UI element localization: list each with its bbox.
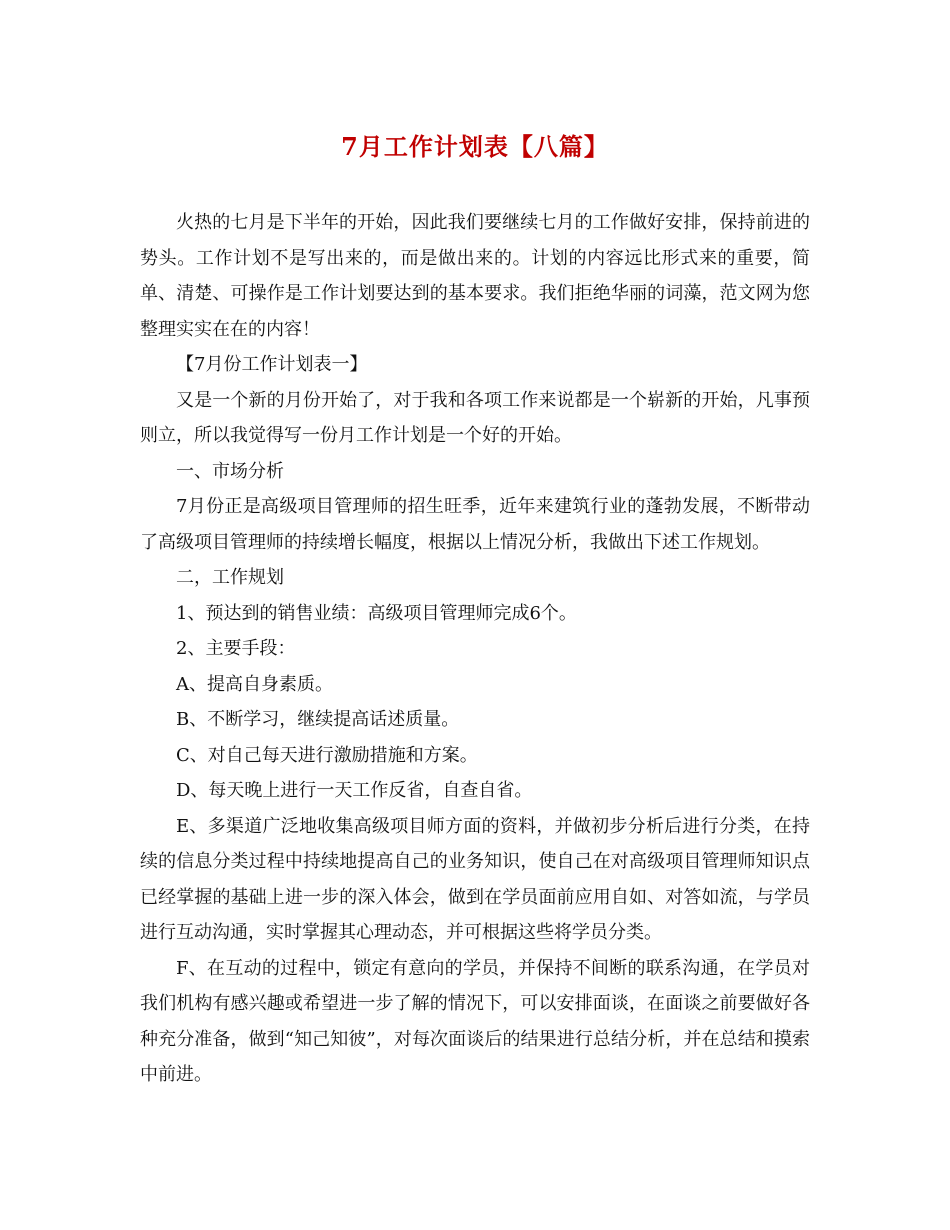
document-title: 7月工作计划表【八篇】: [341, 132, 609, 161]
list-item-d: D、每天晚上进行一天工作反省，自查自省。: [176, 780, 533, 801]
section-heading-plan-one: 【7月份工作计划表一】: [176, 354, 368, 375]
market-analysis-paragraph: 7月份正是高级项目管理师的招生旺季，近年来建筑行业的蓬勃发展，不断带动了高级项目管理师的持续增长幅度，根据以上情况分析，我做出下述工作规划。: [140, 496, 810, 553]
section-heading-market-analysis: 一、市场分析: [176, 460, 284, 482]
document-body: [140, 205, 810, 1093]
list-item-sales-target: 1、预达到的销售业绩：高级项目管理师完成6个。: [176, 602, 577, 624]
list-item-b: B、不断学习，继续提高话述质量。: [176, 709, 460, 730]
opening-paragraph: 又是一个新的月份开始了，对于我和各项工作来说都是一个崭新的开始，凡事预则立，所以我觉得写一份月工作计划是一个好的开始。: [140, 389, 810, 446]
list-item-e: E、多渠道广泛地收集高级项目师方面的资料，并做初步分析后进行分类，在持续的信息分类过程中持续地提高自己的业务知识，使自己在对高级项目管理师知识点已经掌握的基础上进一步的深入体会，做到在学员面前应用自如、对答如流，与学员进行互动沟通，实时掌握其心理动态，并可根据这些将学员分类。: [140, 815, 810, 943]
list-item-a: A、提高自身素质。: [176, 673, 333, 695]
intro-paragraph: 火热的七月是下半年的开始，因此我们要继续七月的工作做好安排，保持前进的势头。工作计划不是写出来的，而是做出来的。计划的内容远比形式来的重要，简单、清楚、可操作是工作计划要达到的基本要求。我们拒绝华丽的词藻，范文网为您整理实实在在的内容！: [140, 212, 810, 340]
list-item-main-methods: 2、主要手段：: [176, 638, 296, 659]
list-item-f: F、在互动的过程中，锁定有意向的学员，并保持不间断的联系沟通，在学员对我们机构有感兴趣或希望进一步了解的情况下，可以安排面谈，在面谈之前要做好各种充分准备，做到“知己知彼”，对每次面谈后的结果进行总结分析，并在总结和摸索中前进。: [140, 957, 810, 1085]
list-item-c: C、对自己每天进行激励措施和方案。: [176, 744, 478, 766]
section-heading-work-plan: 二，工作规划: [176, 567, 284, 588]
